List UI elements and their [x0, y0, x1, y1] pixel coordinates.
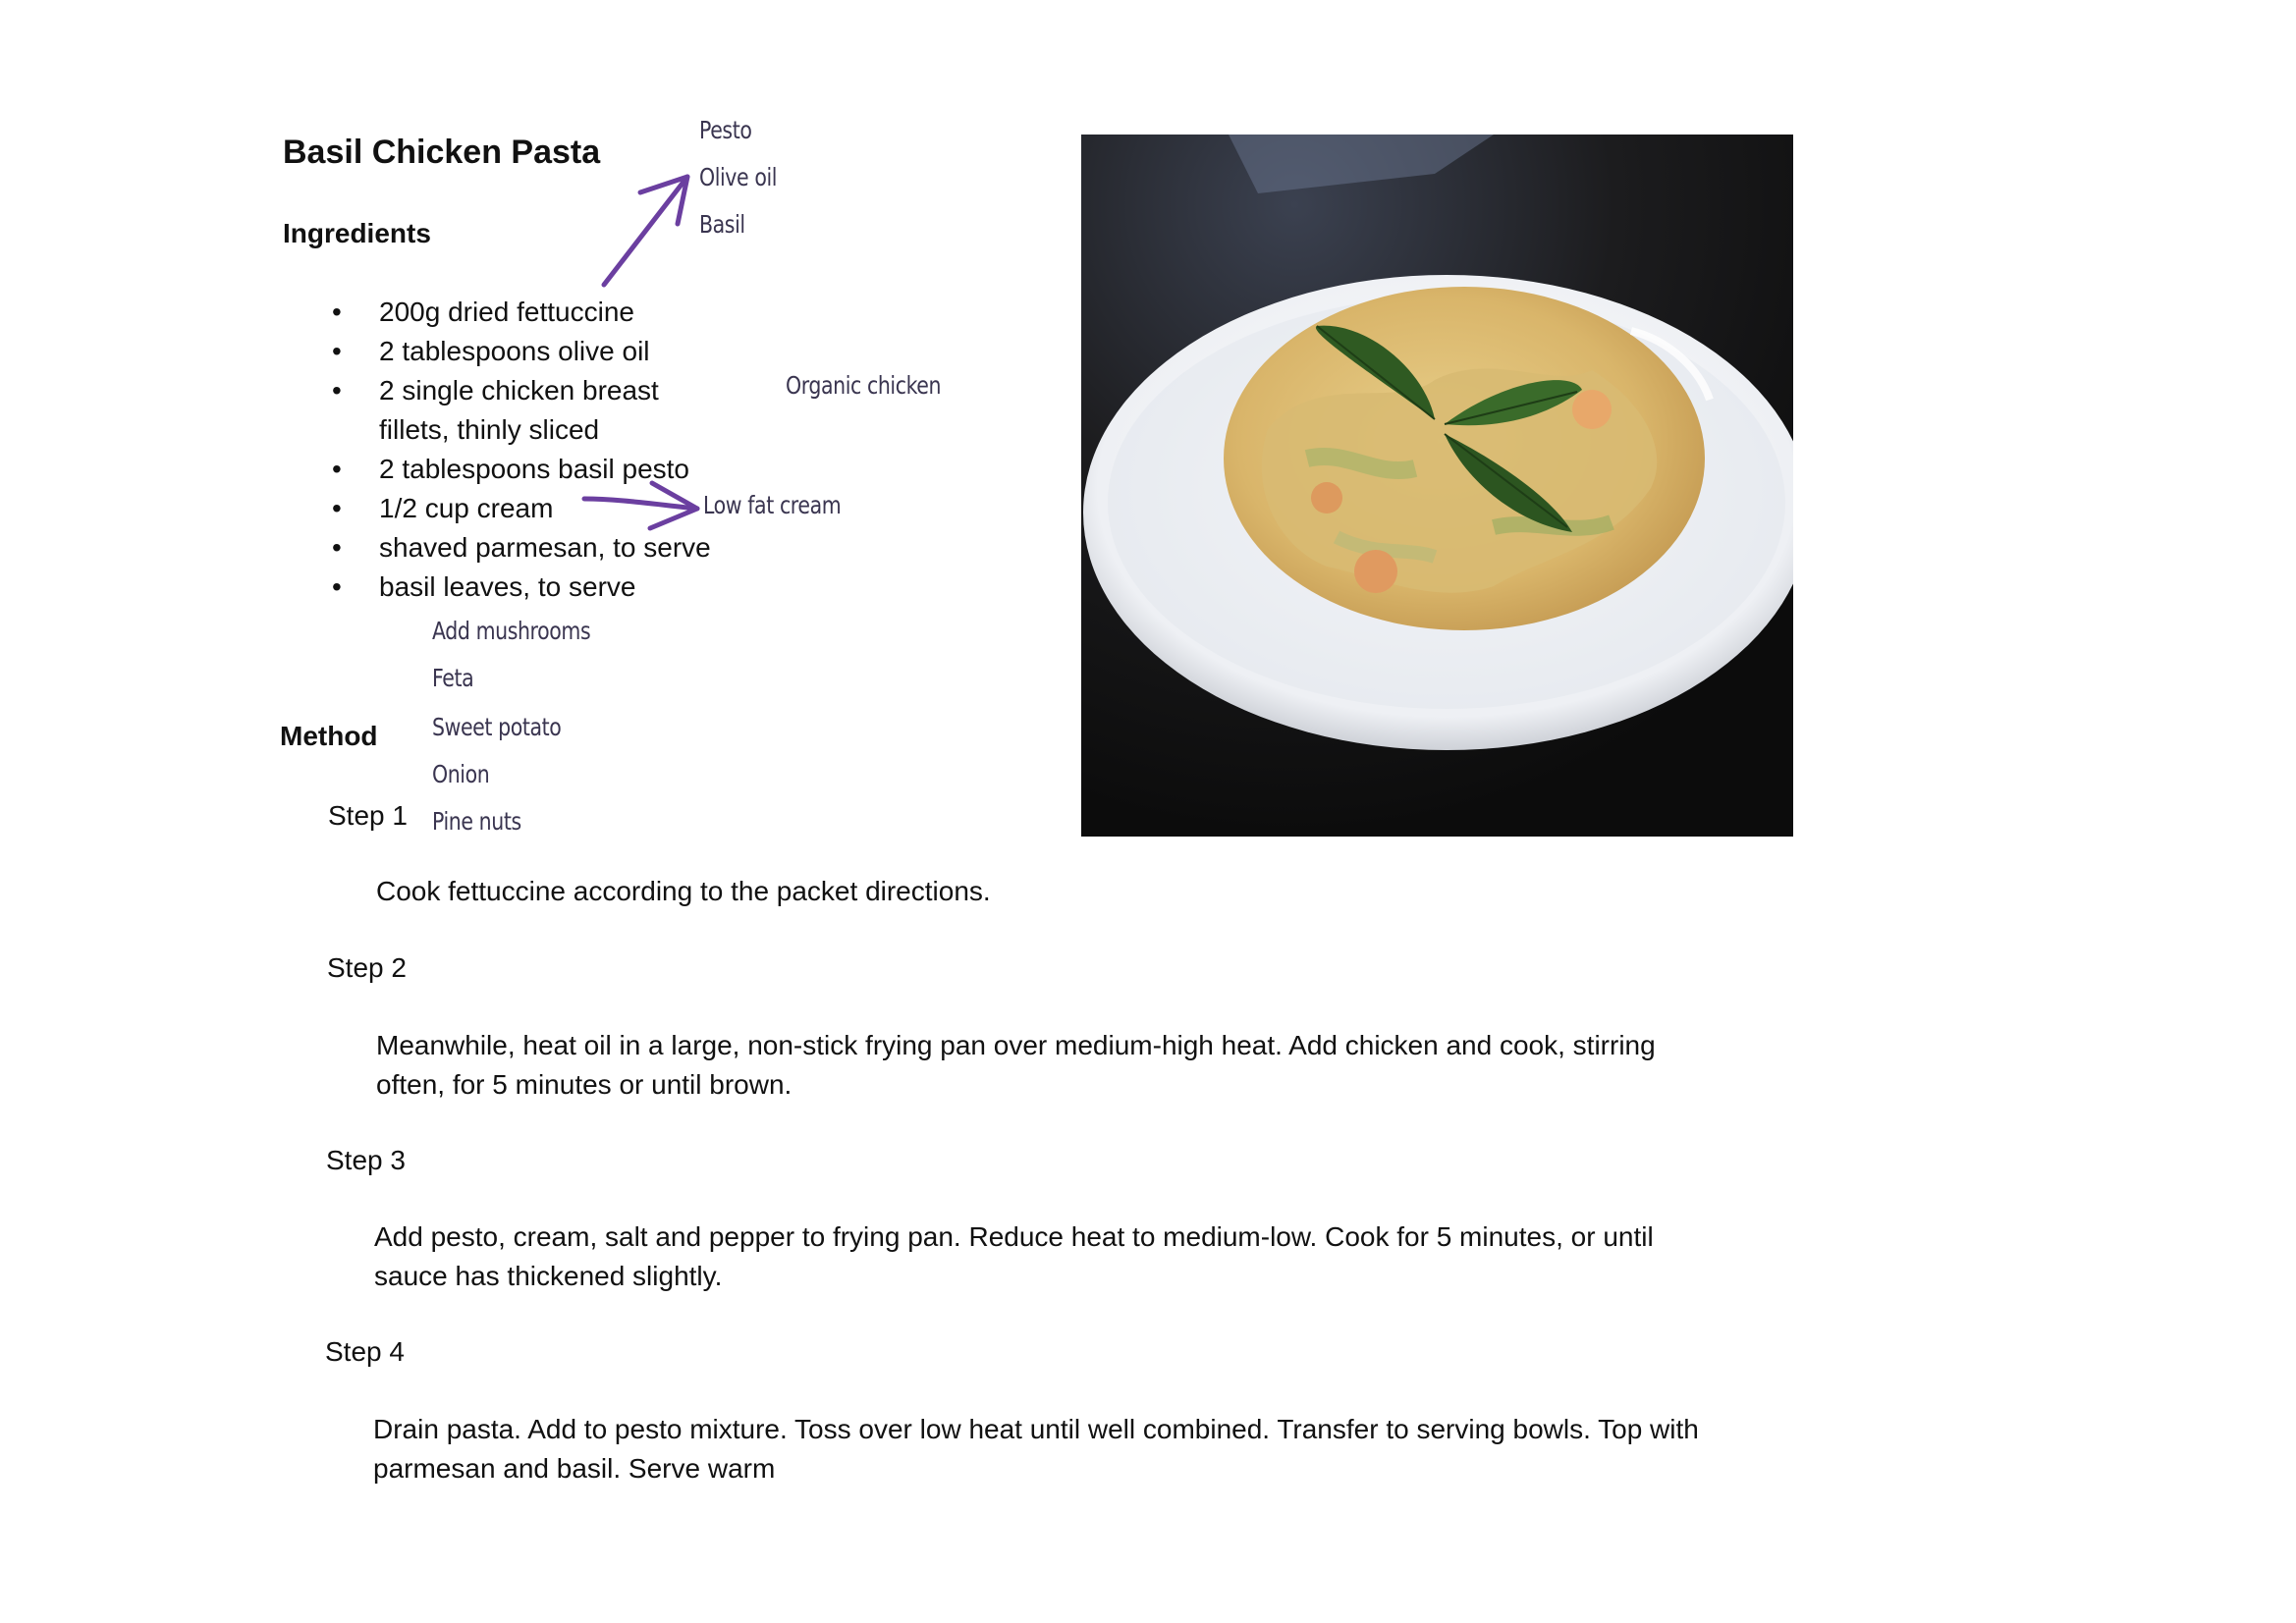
- list-item: • 2 tablespoons olive oil: [332, 336, 650, 366]
- recipe-title: Basil Chicken Pasta: [283, 134, 601, 171]
- handwritten-note-basil: Basil: [699, 210, 745, 239]
- list-item: • 1/2 cup cream: [332, 493, 554, 523]
- handwritten-note-pesto: Pesto: [699, 116, 752, 144]
- step-1-text: Cook fettuccine according to the packet directions.: [376, 876, 991, 906]
- list-item: • 200g dried fettuccine: [332, 297, 634, 327]
- handwritten-note-organic-chicken: Organic chicken: [786, 371, 942, 400]
- handwritten-note-sweet-potato: Sweet potato: [432, 713, 562, 741]
- step-2-label: Step 2: [327, 952, 407, 983]
- list-item: • 2 tablespoons basil pesto: [332, 454, 689, 484]
- step-3-text: Add pesto, cream, salt and pepper to frying pan. Reduce heat to medium-low. Cook for 5 minutes, or until sauce has thickened slightly.: [374, 1221, 1654, 1291]
- step-3-label: Step 3: [326, 1145, 406, 1175]
- handwritten-note-feta: Feta: [432, 664, 474, 692]
- list-item: • 2 single chicken breast fillets, thinly sliced: [332, 375, 659, 445]
- handwritten-note-add-mushrooms: Add mushrooms: [432, 617, 591, 645]
- handwritten-note-pine-nuts: Pine nuts: [432, 807, 521, 836]
- step-4-text: Drain pasta. Add to pesto mixture. Toss over low heat until well combined. Transfer to serving bowls. Top with parmesan and basil. Serve warm: [373, 1414, 1699, 1484]
- method-heading: Method: [280, 721, 378, 751]
- pasta-bowl-illustration: [1081, 135, 1793, 837]
- handwritten-note-onion: Onion: [432, 760, 490, 788]
- list-item: • basil leaves, to serve: [332, 571, 636, 602]
- step-1-label: Step 1: [328, 800, 408, 831]
- pasta-photo: [1081, 135, 1793, 837]
- handwritten-note-olive-oil: Olive oil: [699, 163, 778, 191]
- step-4-label: Step 4: [325, 1336, 405, 1367]
- step-2-text: Meanwhile, heat oil in a large, non-stick frying pan over medium-high heat. Add chicken and cook, stirring often, for 5 minutes or until brown.: [376, 1030, 1656, 1100]
- list-item: • shaved parmesan, to serve: [332, 532, 711, 563]
- handwritten-note-low-fat-cream: Low fat cream: [703, 491, 842, 519]
- ingredients-heading: Ingredients: [283, 218, 431, 248]
